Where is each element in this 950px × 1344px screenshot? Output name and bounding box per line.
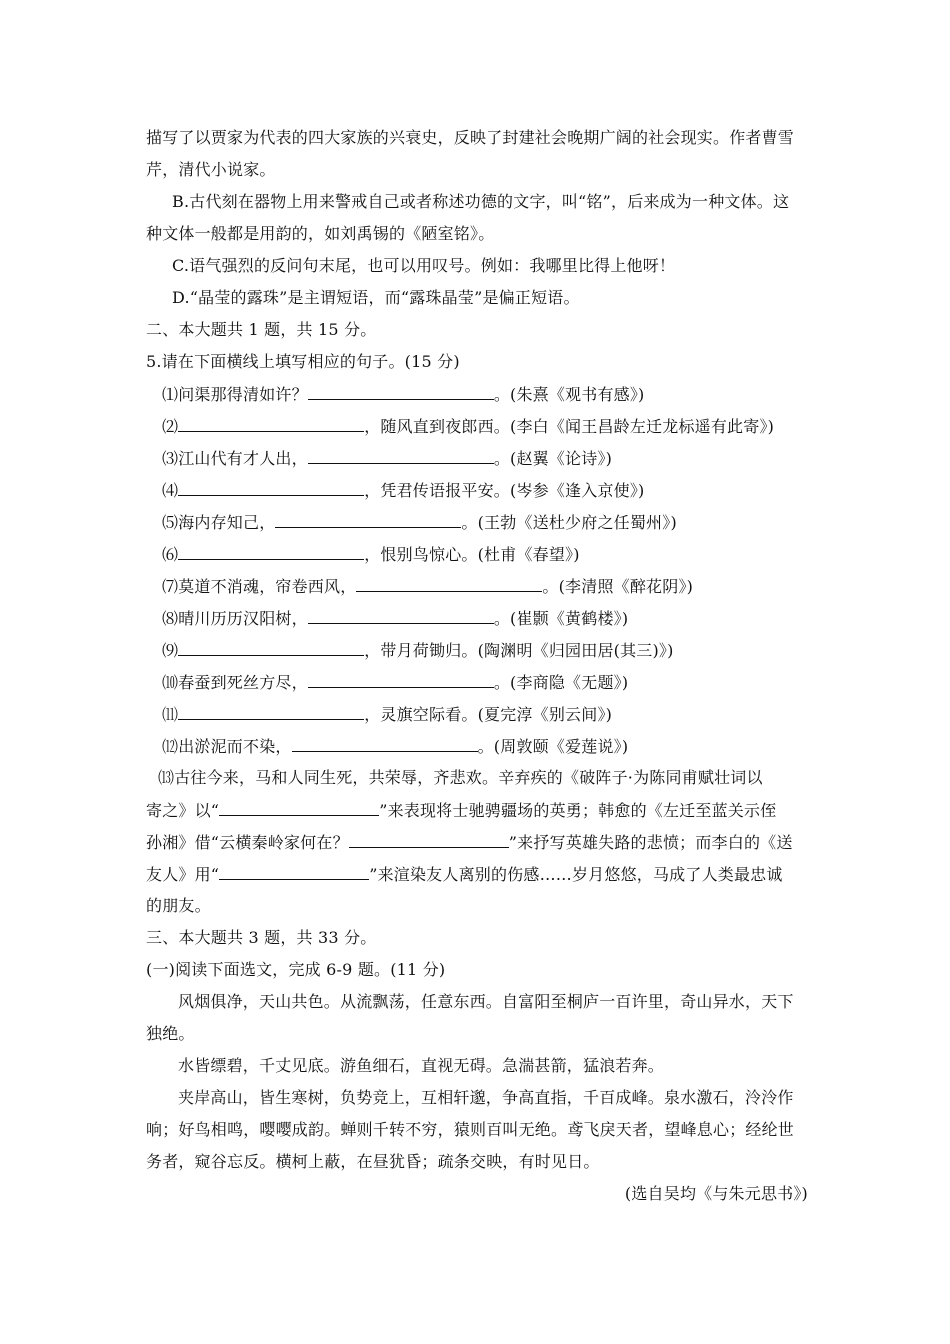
fill-item: ⑷ ，凭君传语报平安。(岑参《逢入京使》) (162, 481, 645, 500)
answer-blank[interactable] (219, 864, 369, 880)
fill-item: ⑵ ，随风直到夜郎西。(李白《闻王昌龄左迁龙标遥有此寄》) (162, 417, 775, 436)
passage-line: 响；好鸟相鸣，嘤嘤成韵。蝉则千转不穷，猿则百叫无绝。鸢飞戾天者，望峰息心；经纶世 (146, 1120, 795, 1139)
option-b: B.古代刻在器物上用来警戒自己或者称述功德的文字，叫“铭”，后来成为一种文体。这 (172, 192, 790, 211)
fill-item: ⑽春蚕到死丝方尽， 。(李商隐《无题》) (162, 673, 629, 692)
option-c: C.语气强烈的反问句末尾，也可以用叹号。例如：我哪里比得上他呀！ (172, 256, 676, 275)
fill-item-13-line: 寄之》以“ ”来表现将士驰骋疆场的英勇；韩愈的《左迁至蓝关示侄 (146, 801, 777, 820)
text-line: 芹，清代小说家。 (146, 160, 276, 179)
passage-line: 夹岸高山，皆生寒树，负势竞上，互相轩邈，争高直指，千百成峰。泉水激石，泠泠作 (178, 1088, 794, 1107)
fill-item: ⑸海内存知己， 。(王勃《送杜少府之任蜀州》) (162, 513, 677, 532)
fill-item: ⑾ ，灵旗空际看。(夏完淳《别云间》) (162, 705, 613, 724)
fill-item: ⑿出淤泥而不染， 。(周敦颐《爱莲说》) (162, 737, 629, 756)
answer-blank[interactable] (356, 576, 542, 592)
answer-blank[interactable] (308, 384, 494, 400)
reading-subheading: (一)阅读下面选文，完成 6-9 题。(11 分) (146, 960, 446, 979)
passage-source: (选自吴均《与朱元思书》) (624, 1184, 808, 1203)
passage-line: 独绝。 (146, 1024, 195, 1043)
answer-blank[interactable] (349, 832, 509, 848)
fill-item: ⑺莫道不消魂，帘卷西风， 。(李清照《醉花阴》) (162, 577, 694, 596)
answer-blank[interactable] (292, 736, 478, 752)
fill-item: ⑶江山代有才人出， 。(赵翼《论诗》) (162, 449, 613, 468)
answer-blank[interactable] (308, 672, 494, 688)
fill-item: ⑻晴川历历汉阳树， 。(崔颢《黄鹤楼》) (162, 609, 629, 628)
fill-item-13-line: 友人》用“ ”来渲染友人离别的伤感……岁月悠悠，马成了人类最忠诚 (146, 865, 783, 884)
section-heading: 二、本大题共 1 题，共 15 分。 (146, 320, 377, 339)
fill-item: ⑴问渠那得清如许？ 。(朱熹《观书有感》) (162, 385, 645, 404)
answer-blank[interactable] (178, 704, 364, 720)
answer-blank[interactable] (178, 416, 364, 432)
fill-item-13-line: 的朋友。 (146, 896, 211, 915)
fill-item: ⑼ ，带月荷锄归。(陶渊明《归园田居(其三)》) (162, 641, 674, 660)
question-5-title: 5.请在下面横线上填写相应的句子。(15 分) (146, 352, 460, 371)
answer-blank[interactable] (178, 480, 364, 496)
text-line: 描写了以贾家为代表的四大家族的兴衰史，反映了封建社会晚期广阔的社会现实。作者曹雪 (146, 128, 795, 147)
fill-item-13-line: ⒀古往今来，马和人同生死，共荣辱，齐悲欢。辛弃疾的《破阵子·为陈同甫赋壮词以 (158, 768, 763, 787)
passage-line: 水皆缥碧，千丈见底。游鱼细石，直视无碍。急湍甚箭，猛浪若奔。 (178, 1056, 665, 1075)
answer-blank[interactable] (308, 608, 494, 624)
passage-line: 务者，窥谷忘反。横柯上蔽，在昼犹昏；疏条交映，有时见日。 (146, 1152, 600, 1171)
section-heading: 三、本大题共 3 题，共 33 分。 (146, 928, 377, 947)
fill-item: ⑹ ，恨别鸟惊心。(杜甫《春望》) (162, 545, 580, 564)
text-line: 种文体一般都是用韵的，如刘禹锡的《陋室铭》。 (146, 224, 495, 243)
answer-blank[interactable] (275, 512, 461, 528)
answer-blank[interactable] (308, 448, 494, 464)
answer-blank[interactable] (219, 800, 379, 816)
option-d: D.“晶莹的露珠”是主谓短语，而“露珠晶莹”是偏正短语。 (172, 288, 580, 307)
passage-line: 风烟俱净，天山共色。从流飘荡，任意东西。自富阳至桐庐一百许里，奇山异水，天下 (178, 992, 794, 1011)
answer-blank[interactable] (178, 544, 364, 560)
answer-blank[interactable] (178, 640, 364, 656)
fill-item-13-line: 孙湘》借“云横秦岭家何在？ ”来抒写英雄失路的悲愤；而李白的《送 (146, 833, 793, 852)
